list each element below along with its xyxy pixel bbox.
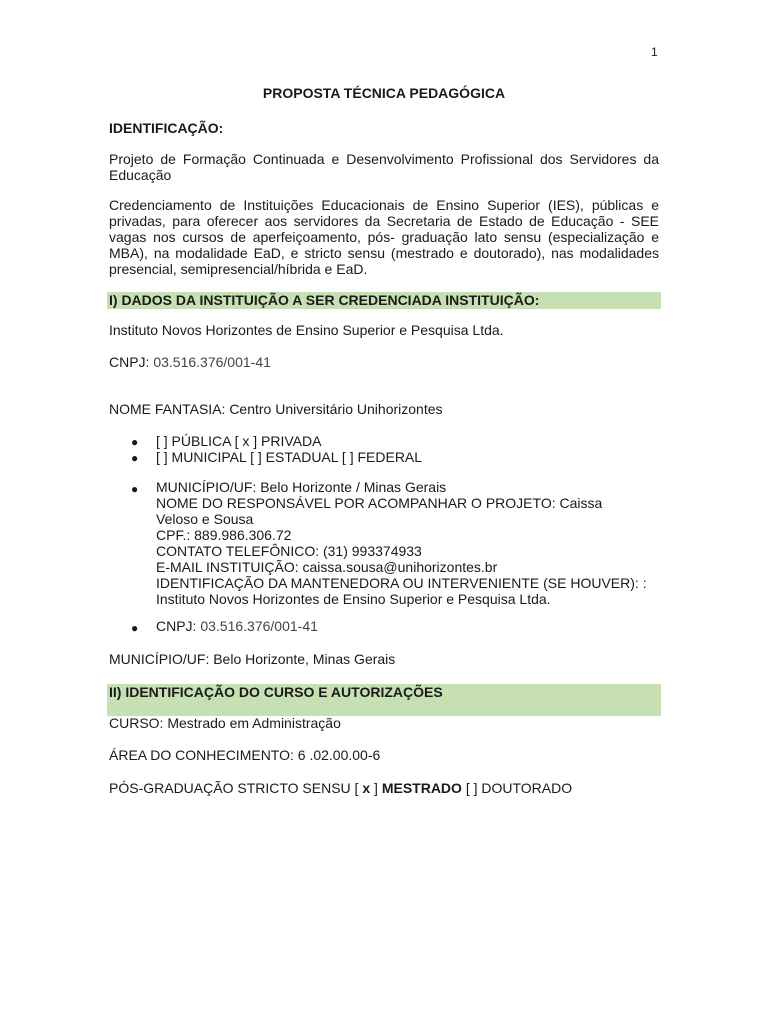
postgrad-prefix: PÓS-GRADUAÇÃO STRICTO SENSU [ (109, 780, 363, 796)
details-line: Instituto Novos Horizontes de Ensino Superior e Pesquisa Ltda. (156, 591, 551, 607)
institution-sphere-options: [ ] MUNICIPAL [ ] ESTADUAL [ ] FEDERAL (156, 449, 423, 465)
knowledge-area-line: ÁREA DO CONHECIMENTO: 6 .02.00.00-6 (109, 747, 381, 763)
section2-heading-bar (107, 684, 661, 716)
cnpj-label: CNPJ: (109, 354, 154, 370)
bullet-icon: ● (131, 435, 139, 449)
bullet-icon: ● (131, 451, 139, 465)
accreditation-line: Credenciamento de Instituições Educacionais de Ensino Superior (IES), públicas e (109, 197, 659, 213)
postgrad-suffix: [ ] DOUTORADO (461, 780, 573, 796)
page-number: 1 (651, 45, 658, 59)
accreditation-line: privadas, para oferecer aos servidores da Secretaria de Estado de Educação - SEE (109, 213, 659, 229)
postgrad-checkmark: x (362, 780, 371, 796)
bullet-cnpj (156, 618, 318, 634)
section1-heading-bar (107, 292, 661, 309)
project-line: Projeto de Formação Continuada e Desenvolvimento Profissional dos Servidores da (109, 151, 659, 167)
project-line: Educação (109, 167, 172, 183)
postgraduate-line (109, 780, 572, 796)
accreditation-paragraph (109, 197, 659, 277)
accreditation-line: presencial, semipresencial/híbrida e EaD. (109, 261, 368, 277)
cnpj-line (109, 354, 271, 370)
cnpj-value: 03.516.376/001-41 (153, 354, 271, 370)
details-line: IDENTIFICAÇÃO DA MANTENEDORA OU INTERVENIENTE (SE HOUVER): : (156, 575, 647, 591)
bullet-icon: ● (131, 482, 139, 496)
institution-name: Instituto Novos Horizontes de Ensino Superior e Pesquisa Ltda. (109, 322, 504, 338)
course-line: CURSO: Mestrado em Administração (109, 715, 341, 731)
details-line: Veloso e Sousa (156, 511, 254, 527)
details-line: NOME DO RESPONSÁVEL POR ACOMPANHAR O PROJETO: Caissa (156, 495, 603, 511)
postgrad-master: MESTRADO (381, 780, 462, 796)
accreditation-line: vagas nos cursos de aperfeiçoamento, pós- graduação lato sensu (especialização e (109, 229, 659, 245)
details-line: CONTATO TELEFÔNICO: (31) 993374933 (156, 543, 422, 559)
institution-details (156, 479, 676, 607)
details-line: E-MAIL INSTITUIÇÃO: caissa.sousa@unihorizontes.br (156, 559, 498, 575)
project-paragraph (109, 151, 659, 183)
identification-heading: IDENTIFICAÇÃO: (109, 120, 224, 136)
details-line: MUNICÍPIO/UF: Belo Horizonte / Minas Gerais (156, 479, 447, 495)
document-title: PROPOSTA TÉCNICA PEDAGÓGICA (262, 85, 506, 101)
fantasy-name: NOME FANTASIA: Centro Universitário Unihorizontes (109, 401, 443, 417)
accreditation-line: MBA), na modalidade EaD, e stricto sensu (mestrado e doutorado), nas modalidades (109, 245, 659, 261)
section2-heading: II) IDENTIFICAÇÃO DO CURSO E AUTORIZAÇÕES (109, 684, 443, 700)
section1-heading: I) DADOS DA INSTITUIÇÃO A SER CREDENCIADA INSTITUIÇÃO: (109, 292, 540, 308)
details-line: CPF.: 889.986.306.72 (156, 527, 292, 543)
municipality-line: MUNICÍPIO/UF: Belo Horizonte, Minas Gerais (109, 651, 396, 667)
bullet-cnpj-label: CNPJ: (156, 618, 201, 634)
bullet-cnpj-value: 03.516.376/001-41 (200, 618, 318, 634)
postgrad-mid: ] (370, 780, 382, 796)
bullet-icon: ● (131, 621, 139, 635)
institution-type-options: [ ] PÚBLICA [ x ] PRIVADA (156, 433, 322, 449)
